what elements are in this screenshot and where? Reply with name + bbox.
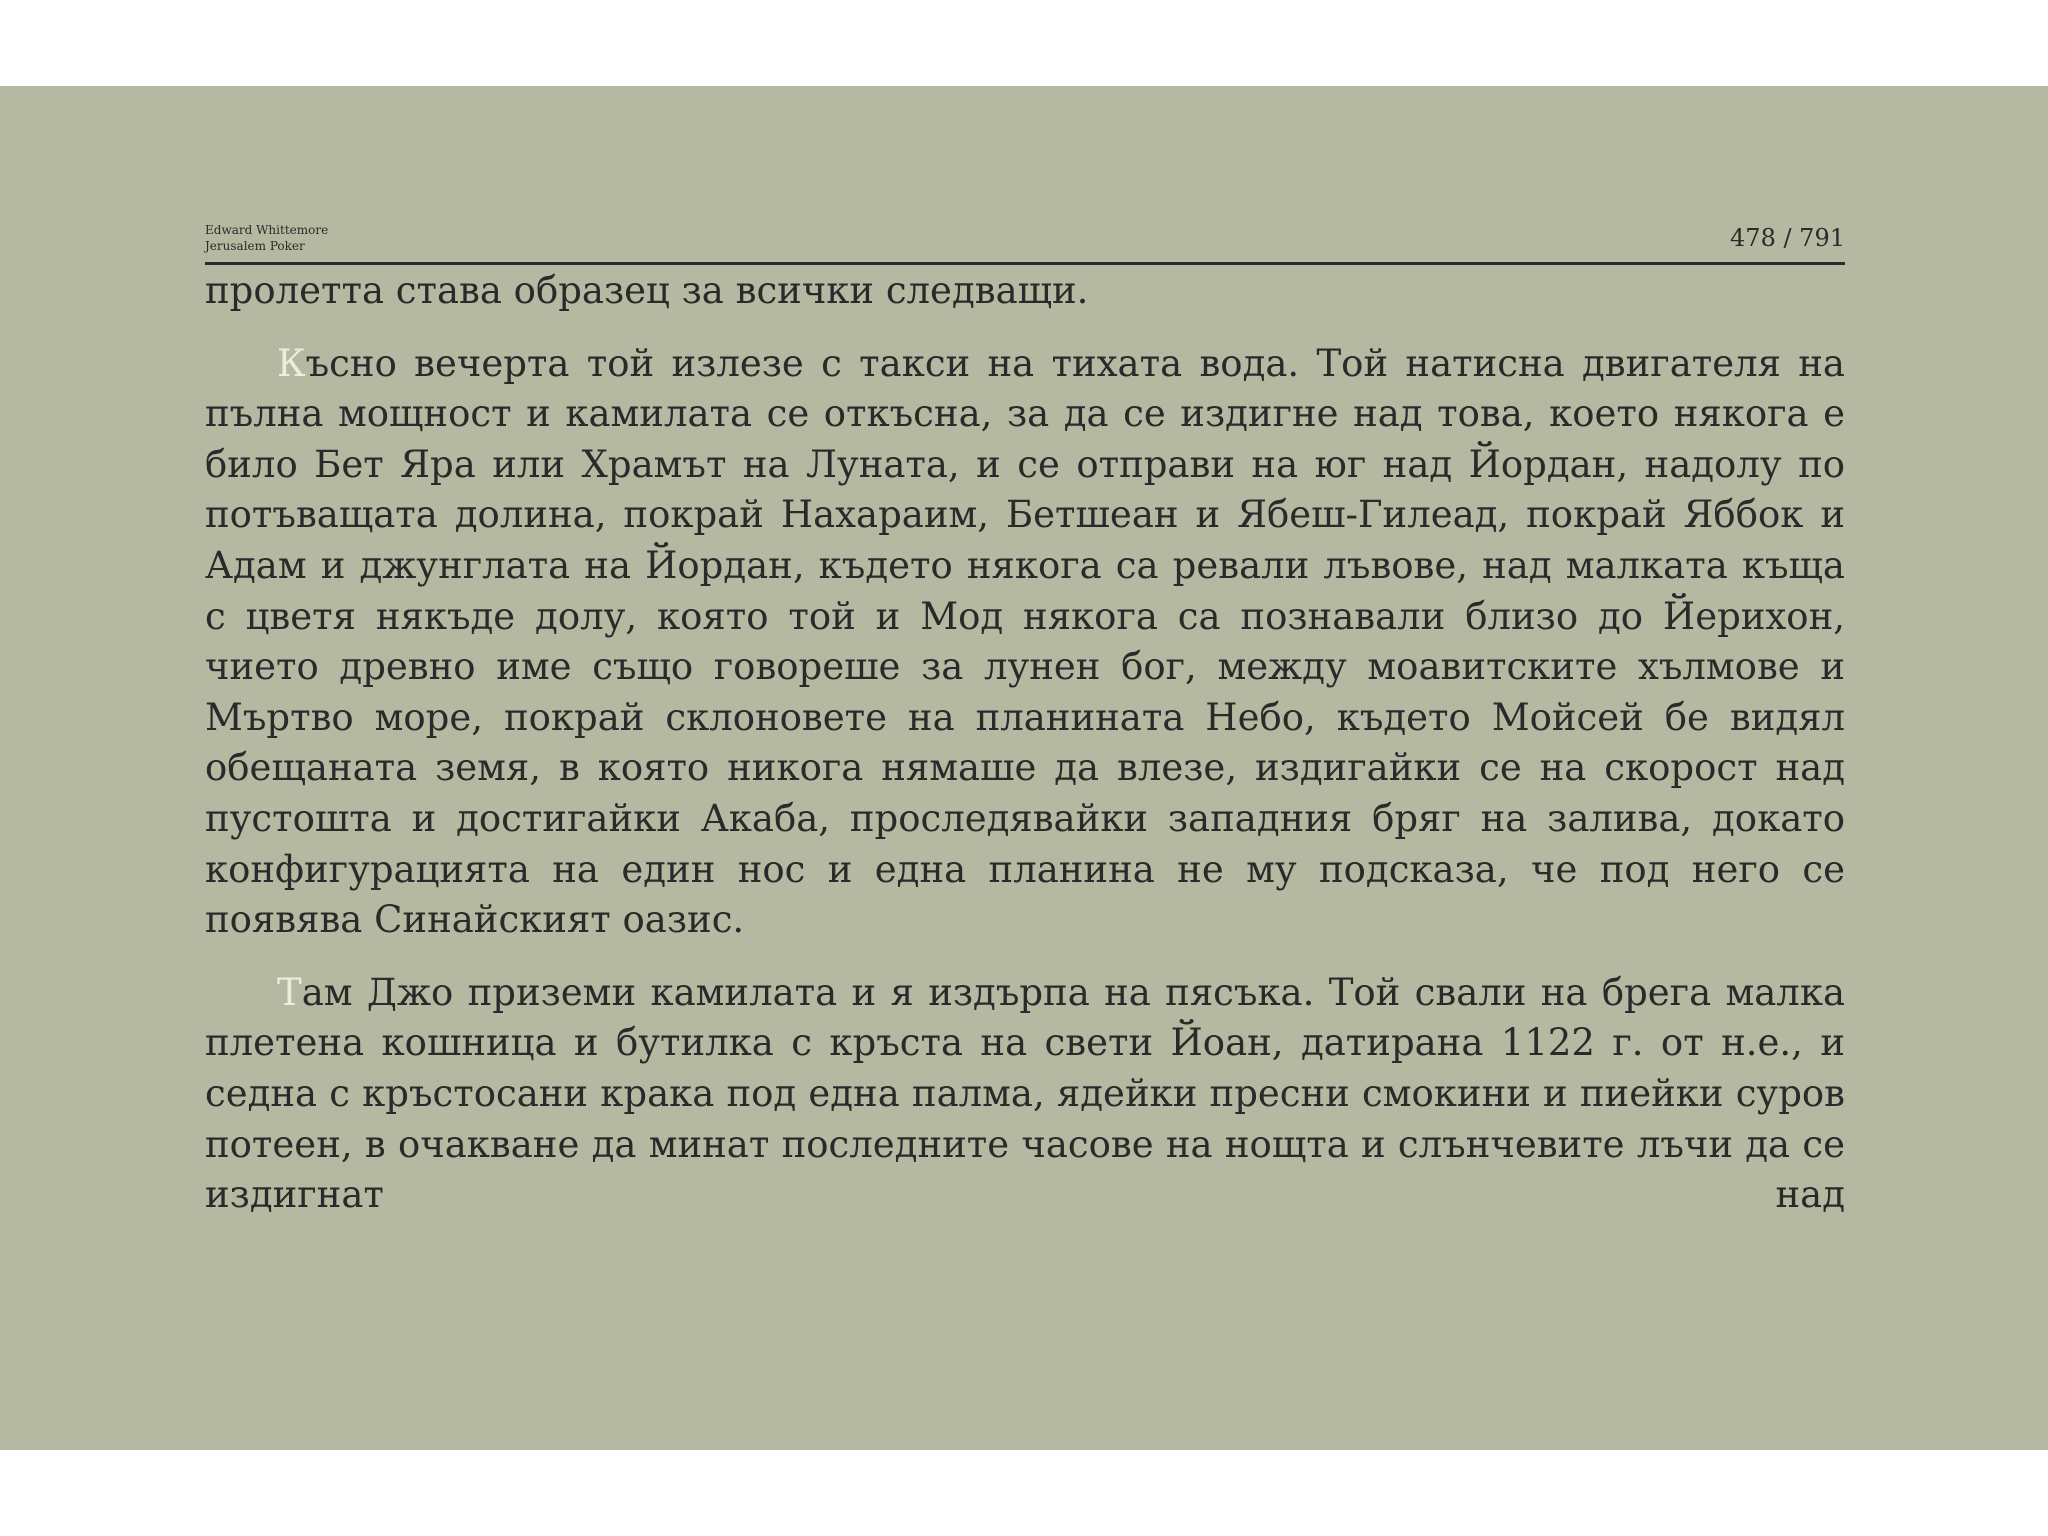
paragraph-text: ъсно вечерта той излезе с такси на тихата вода. Той натисна двигателя на пълна мощност и камилата се откъсна, за да се издигне над това, което някога е било Бет Яра или Храмът на Луната, и се отправи на юг над Йордан, надолу по потъващата долина, покрай Нахараим, Бетшеан и Ябеш-Гилеад, покрай Яббок и Адам и джунглата на Йордан, където някога са ревали лъвове, над малката къща с цветя някъде долу, която той и Мод някога са познавали близо до Йерихон, чието древно име също говореше за лунен бог, между моавитските хълмове и Мъртво море, покрай склоновете на планината Небо, където Мойсей бе видял обещаната земя, в която никога нямаше да влезе, издигайки се на скорост над пустошта и достигайки Акаба, проследявайки западния бряг на залива, докато конфигурацията на един нос и една планина не му подсказа, че под него се появява Синайският оазис. bbox=[205, 341, 1845, 942]
book-meta bbox=[205, 222, 328, 254]
paragraph-text: ам Джо приземи камилата и я издърпа на пясъка. Той свали на брега малка плетена кошница и бутилка с кръста на свети Йоан, датирана 1122 г. от н.е., и седна с кръстосани крака под една палма, ядейки пресни смокини и пиейки суров потеен, в очакване да минат последните часове на нощта и слънчевите лъчи да се издигнат над bbox=[205, 970, 1845, 1217]
author-name: Edward Whittemore bbox=[205, 223, 329, 237]
paragraph bbox=[205, 339, 1845, 946]
page-number: 478 / 791 bbox=[1730, 224, 1845, 252]
page-header bbox=[205, 138, 1845, 265]
book-title: Jerusalem Poker bbox=[205, 239, 305, 253]
drop-cap-letter: К bbox=[277, 341, 306, 385]
paragraph bbox=[205, 968, 1845, 1221]
drop-cap-letter: Т bbox=[277, 970, 302, 1014]
paragraph-text: пролетта става образец за всички следващи. bbox=[205, 269, 1089, 312]
page-body bbox=[205, 266, 1845, 1243]
paragraph-continued bbox=[205, 266, 1845, 317]
